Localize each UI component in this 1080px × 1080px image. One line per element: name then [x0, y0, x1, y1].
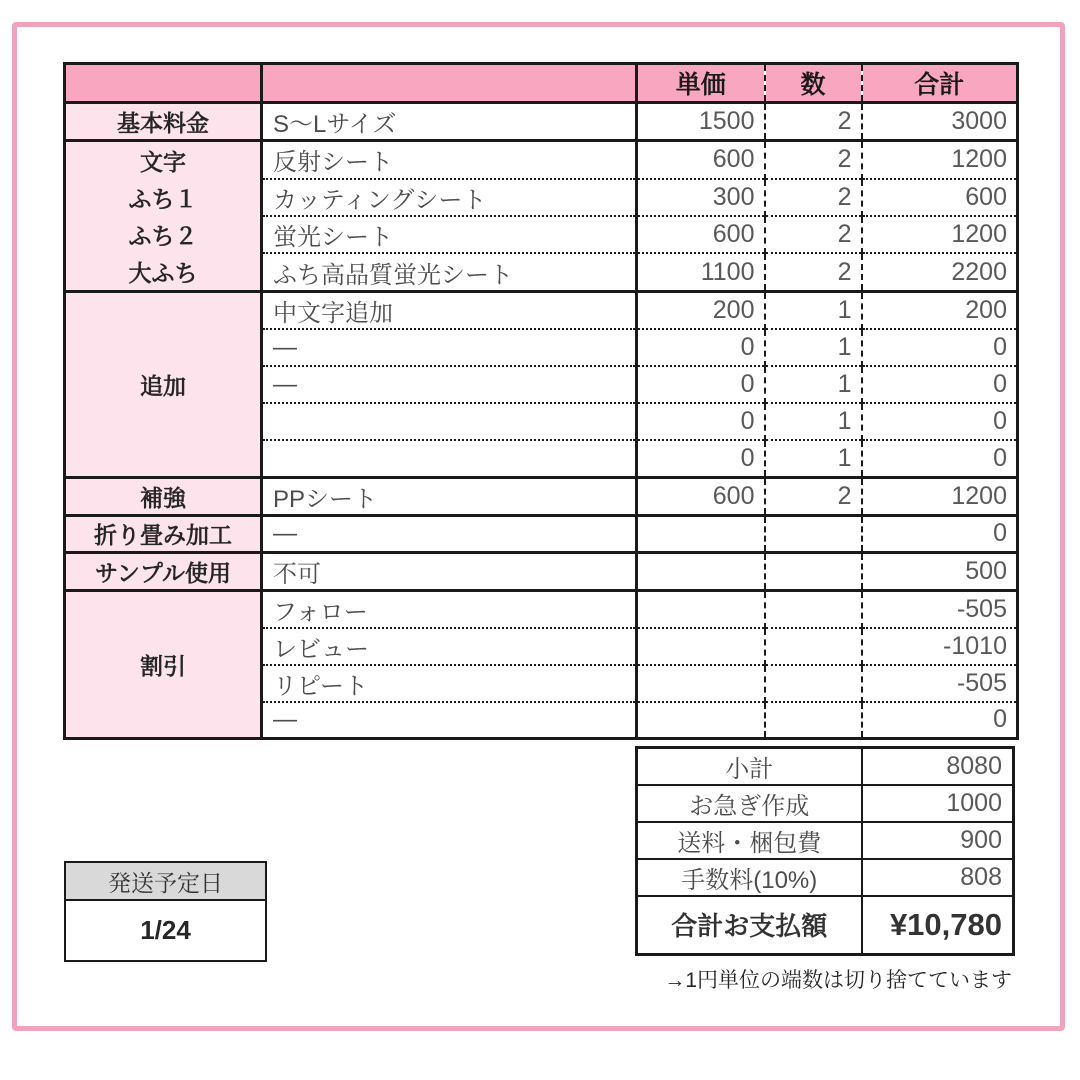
- quantity-cell: [765, 590, 862, 628]
- unit-price-cell: 600: [637, 141, 765, 179]
- description-cell: フォロー: [262, 590, 637, 628]
- summary-value: 900: [862, 822, 1014, 859]
- description-cell: [262, 403, 637, 440]
- description-cell: カッティングシート: [262, 179, 637, 216]
- summary-label: お急ぎ作成: [637, 785, 862, 822]
- quantity-cell: 2: [765, 253, 862, 291]
- shipping-date-value-row: [65, 900, 266, 961]
- description-cell: リピート: [262, 665, 637, 702]
- quantity-cell: 1: [765, 292, 862, 330]
- description-cell: 不可: [262, 552, 637, 590]
- grand-total-label: 合計お支払額: [637, 896, 862, 954]
- shipping-date-table: [64, 861, 267, 962]
- total-cell: 3000: [862, 103, 1018, 141]
- total-cell: 2200: [862, 253, 1018, 291]
- description-cell: —: [262, 515, 637, 552]
- category-group-cell: 割引: [65, 590, 262, 739]
- summary-label: 小計: [637, 748, 862, 786]
- total-cell: 1200: [862, 477, 1018, 515]
- quantity-cell: 1: [765, 403, 862, 440]
- table-row: [65, 477, 1018, 515]
- stacked-category-labels: [66, 142, 260, 290]
- unit-price-cell: 1500: [637, 103, 765, 141]
- table-row: [65, 590, 1018, 628]
- total-cell: 600: [862, 179, 1018, 216]
- quantity-cell: 2: [765, 477, 862, 515]
- total-cell: 0: [862, 329, 1018, 366]
- header-unit-price: 単価: [637, 64, 765, 103]
- quantity-cell: 1: [765, 440, 862, 477]
- unit-price-cell: [637, 702, 765, 739]
- quantity-cell: 2: [765, 141, 862, 179]
- table-row: [65, 552, 1018, 590]
- category-label: 文字: [140, 149, 186, 175]
- table-row: [65, 292, 1018, 330]
- table-row: [65, 103, 1018, 141]
- unit-price-cell: 1100: [637, 253, 765, 291]
- total-cell: 500: [862, 552, 1018, 590]
- description-cell: —: [262, 329, 637, 366]
- total-cell: 0: [862, 702, 1018, 739]
- category-group-cell: [65, 141, 262, 292]
- summary-row: [637, 822, 1014, 859]
- quantity-cell: 2: [765, 103, 862, 141]
- grand-total-value: ¥10,780: [862, 896, 1014, 954]
- category-label: 大ふち: [128, 260, 198, 286]
- quantity-cell: [765, 628, 862, 665]
- table-row: [65, 515, 1018, 552]
- quantity-cell: [765, 702, 862, 739]
- category-label: ふち１: [128, 186, 198, 212]
- unit-price-cell: [637, 590, 765, 628]
- description-cell: ふち高品質蛍光シート: [262, 253, 637, 291]
- shipping-date-header-row: [65, 862, 266, 900]
- summary-label: 手数料(10%): [637, 859, 862, 896]
- table-header-row: [65, 64, 1018, 103]
- description-cell: 中文字追加: [262, 292, 637, 330]
- table-row: [65, 141, 1018, 179]
- total-cell: 0: [862, 366, 1018, 403]
- summary-row: [637, 785, 1014, 822]
- unit-price-cell: 600: [637, 477, 765, 515]
- description-cell: [262, 440, 637, 477]
- unit-price-cell: [637, 665, 765, 702]
- quantity-cell: 1: [765, 366, 862, 403]
- total-cell: -1010: [862, 628, 1018, 665]
- total-cell: 0: [862, 403, 1018, 440]
- header-description: [262, 64, 637, 103]
- price-breakdown-table: [63, 62, 1019, 740]
- summary-row: [637, 748, 1014, 786]
- quantity-cell: 1: [765, 329, 862, 366]
- unit-price-cell: [637, 628, 765, 665]
- unit-price-cell: [637, 552, 765, 590]
- unit-price-cell: 300: [637, 179, 765, 216]
- quantity-cell: 2: [765, 216, 862, 253]
- quantity-cell: [765, 515, 862, 552]
- header-quantity: 数: [765, 64, 862, 103]
- unit-price-cell: 0: [637, 329, 765, 366]
- category-cell: 基本料金: [65, 103, 262, 141]
- total-cell: 0: [862, 440, 1018, 477]
- description-cell: 反射シート: [262, 141, 637, 179]
- header-category: [65, 64, 262, 103]
- unit-price-cell: 0: [637, 440, 765, 477]
- category-group-cell: 追加: [65, 292, 262, 478]
- description-cell: レビュー: [262, 628, 637, 665]
- unit-price-cell: 200: [637, 292, 765, 330]
- shipping-date-value: 1/24: [65, 900, 266, 961]
- category-cell: 折り畳み加工: [65, 515, 262, 552]
- header-total: 合計: [862, 64, 1018, 103]
- summary-value: 1000: [862, 785, 1014, 822]
- description-cell: —: [262, 702, 637, 739]
- summary-value: 808: [862, 859, 1014, 896]
- description-cell: —: [262, 366, 637, 403]
- description-cell: S〜Lサイズ: [262, 103, 637, 141]
- category-cell: サンプル使用: [65, 552, 262, 590]
- unit-price-cell: 0: [637, 403, 765, 440]
- summary-label: 送料・梱包費: [637, 822, 862, 859]
- shipping-date-header: 発送予定日: [65, 862, 266, 900]
- total-cell: 200: [862, 292, 1018, 330]
- quantity-cell: [765, 665, 862, 702]
- payment-summary-table: [635, 746, 1015, 956]
- total-cell: 0: [862, 515, 1018, 552]
- total-cell: 1200: [862, 216, 1018, 253]
- total-cell: -505: [862, 590, 1018, 628]
- total-cell: -505: [862, 665, 1018, 702]
- description-cell: 蛍光シート: [262, 216, 637, 253]
- summary-row: [637, 859, 1014, 896]
- rounding-note: →1円単位の端数は切り捨てています: [664, 969, 1012, 992]
- category-cell: 補強: [65, 477, 262, 515]
- category-label: ふち２: [128, 223, 198, 249]
- unit-price-cell: 600: [637, 216, 765, 253]
- grand-total-row: [637, 896, 1014, 954]
- total-cell: 1200: [862, 141, 1018, 179]
- quantity-cell: 2: [765, 179, 862, 216]
- description-cell: PPシート: [262, 477, 637, 515]
- summary-value: 8080: [862, 748, 1014, 786]
- unit-price-cell: [637, 515, 765, 552]
- quantity-cell: [765, 552, 862, 590]
- unit-price-cell: 0: [637, 366, 765, 403]
